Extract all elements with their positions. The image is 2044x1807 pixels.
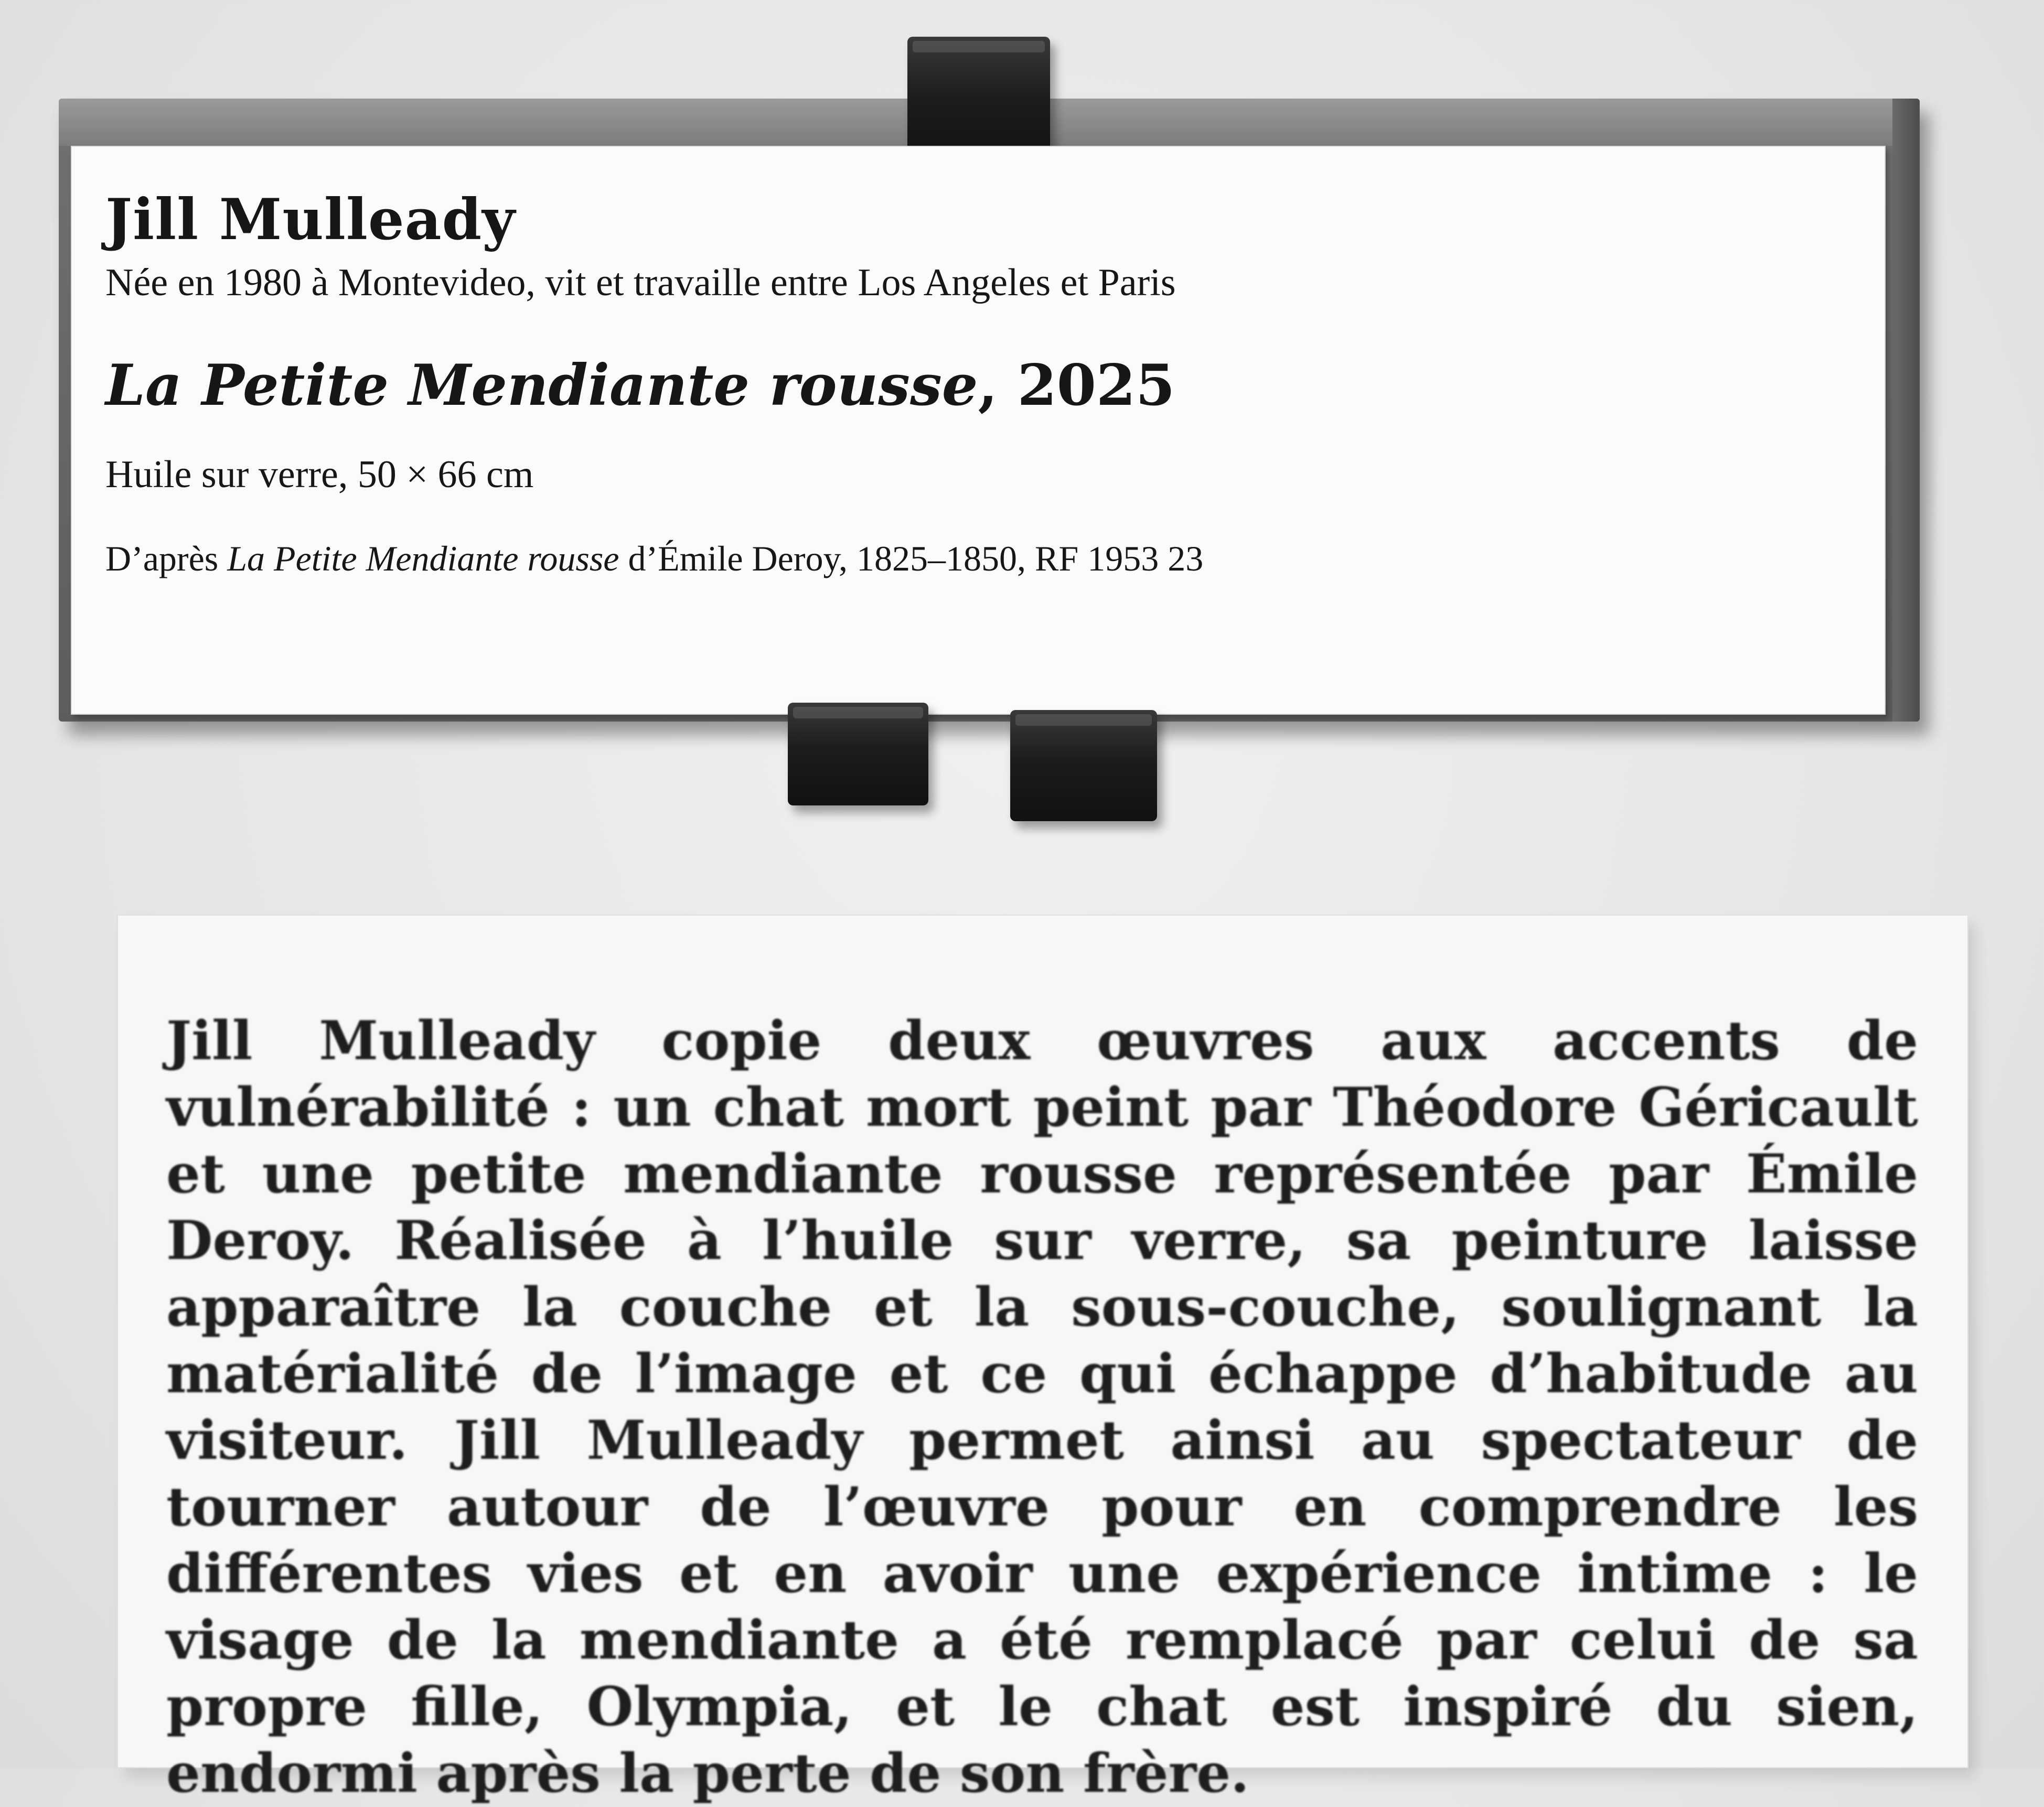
artwork-title-line (105, 354, 1844, 417)
artist-bio: Née en 1980 à Montevideo, vit et travaille entre Los Angeles et Paris (105, 261, 1176, 304)
after-suffix: d’Émile Deroy, 1825–1850, RF 1953 23 (619, 539, 1204, 579)
artwork-cartel (71, 146, 1886, 715)
artwork-year: , 2025 (978, 352, 1175, 419)
board-right-edge (1892, 99, 1920, 722)
after-credit-line (105, 539, 1844, 578)
artwork-title: La Petite Mendiante rousse (105, 352, 978, 419)
after-prefix: D’après (105, 539, 228, 579)
artist-name: Jill Mulleady (105, 187, 516, 253)
description-text: Jill Mulleady copie deux œuvres aux accents de vulnérabilité : un chat mort peint par Théodore Géricault et une petite mendiante rousse représentée par Émile Deroy. Réalisée à l’huile sur verre, sa peinture laisse apparaître la couche et la sous-couche, soulignant la matérialité de l’image et ce qui échappe d’habitude au visiteur. Jill Mulleady permet ainsi au spectateur de tourner autour de l’œuvre pour en comprendre les différentes vies et en avoir une expérience intime : le visage de la mendiante a été remplacé par celui de sa propre fille, Olympia, et le chat est inspiré du sien, endormi après la perte de son frère. (166, 1009, 1918, 1805)
description-panel (118, 916, 1967, 1805)
bottom-left-clip (788, 703, 928, 805)
after-original-title: La Petite Mendiante rousse (227, 539, 619, 579)
bottom-right-clip (1010, 710, 1157, 821)
cartel-text-block (105, 189, 1844, 578)
artwork-medium: Huile sur verre, 50 × 66 cm (105, 453, 534, 496)
